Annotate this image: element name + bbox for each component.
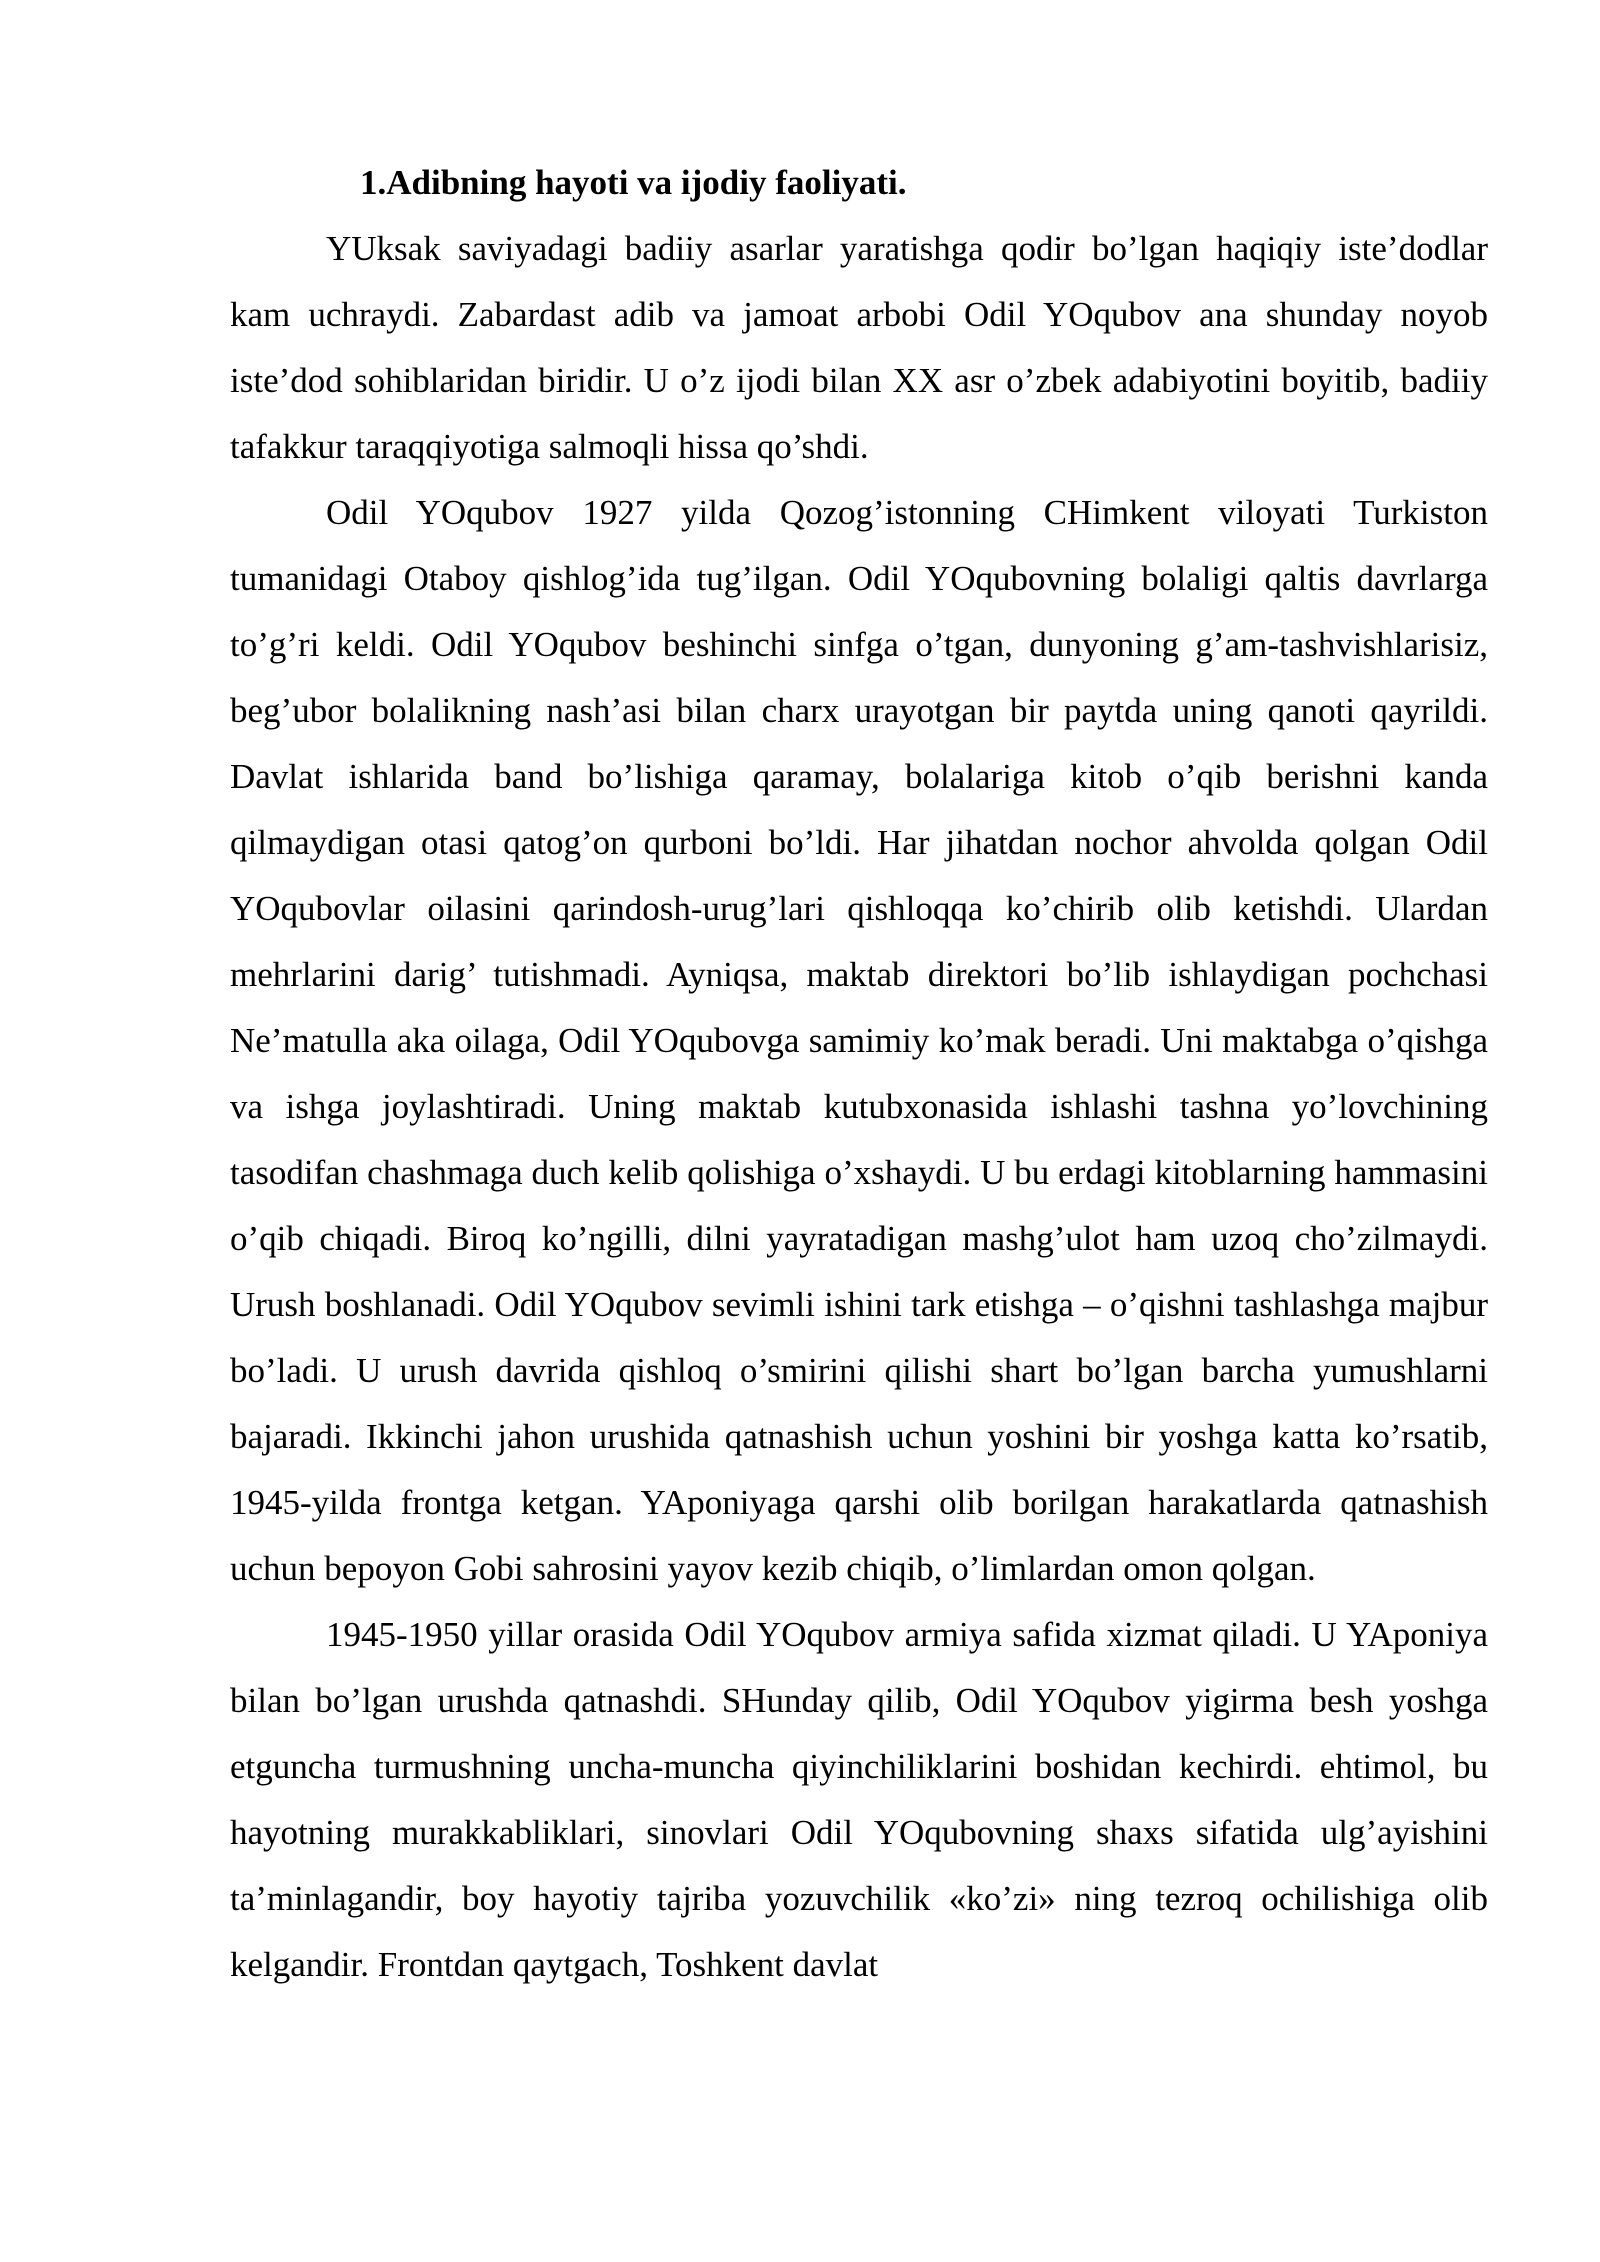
document-body bbox=[230, 150, 1488, 1998]
paragraph-1: YUksak saviyadagi badiiy asarlar yaratishga qodir bo’lgan haqiqiy iste’dodlar kam uchraydi. Zabardast adib va jamoat arbobi Odil YOqubov ana shunday noyob iste’dod sohiblaridan biridir. U o’z ijodi bilan XX asr o’zbek adabiyotini boyitib, badiiy tafakkur taraqqiyotiga salmoqli hissa qo’shdi. bbox=[230, 229, 1488, 466]
section-heading: 1.Adibning hayoti va ijodiy faoliyati. bbox=[360, 163, 907, 202]
paragraph-3: 1945-1950 yillar orasida Odil YOqubov armiya safida xizmat qiladi. U YAponiya bilan bo’lgan urushda qatnashdi. SHunday qilib, Odil YOqubov yigirma besh yoshga etguncha turmushning uncha-muncha qiyinchiliklarini boshidan kechirdi. ehtimol, bu hayotning murakkabliklari, sinovlari Odil YOqubovning shaxs sifatida ulg’ayishini ta’minlagandir, boy hayotiy tajriba yozuvchilik «ko’zi» ning tezroq ochilishiga olib kelgandir. Frontdan qaytgach, Toshkent davlat bbox=[230, 1615, 1488, 1984]
paragraph-2: Odil YOqubov 1927 yilda Qozog’istonning CHimkent viloyati Turkiston tumanidagi Otaboy qishlog’ida tug’ilgan. Odil YOqubovning bolaligi qaltis davrlarga to’g’ri keldi. Odil YOqubov beshinchi sinfga o’tgan, dunyoning g’am-tashvishlarisiz, beg’ubor bolalikning nash’asi bilan charx urayotgan bir paytda uning qanoti qayrildi. Davlat ishlarida band bo’lishiga qaramay, bolalariga kitob o’qib berishni kanda qilmaydigan otasi qatog’on qurboni bo’ldi. Har jihatdan nochor ahvolda qolgan Odil YOqubovlar oilasini qarindosh-urug’lari qishloqqa ko’chirib olib ketishdi. Ulardan mehrlarini darig’ tutishmadi. Ayniqsa, maktab direktori bo’lib ishlaydigan pochchasi Ne’matulla aka oilaga, Odil YOqubovga samimiy ko’mak beradi. Uni maktabga o’qishga va ishga joylashtiradi. Uning maktab kutubxonasida ishlashi tashna yo’lovchining tasodifan chashmaga duch kelib qolishiga o’xshaydi. U bu erdagi kitoblarning hammasini o’qib chiqadi. Biroq ko’ngilli, dilni yayratadigan mashg’ulot ham uzoq cho’zilmaydi. Urush boshlanadi. Odil YOqubov sevimli ishini tark etishga – o’qishni tashlashga majbur bo’ladi. U urush davrida qishloq o’smirini qilishi shart bo’lgan barcha yumushlarni bajaradi. Ikkinchi jahon urushida qatnashish uchun yoshini bir yoshga katta ko’rsatib, 1945-yilda frontga ketgan. YAponiyaga qarshi olib borilgan harakatlarda qatnashish uchun bepoyon Gobi sahrosini yayov kezib chiqib, o’limlardan omon qolgan. bbox=[230, 493, 1488, 1588]
